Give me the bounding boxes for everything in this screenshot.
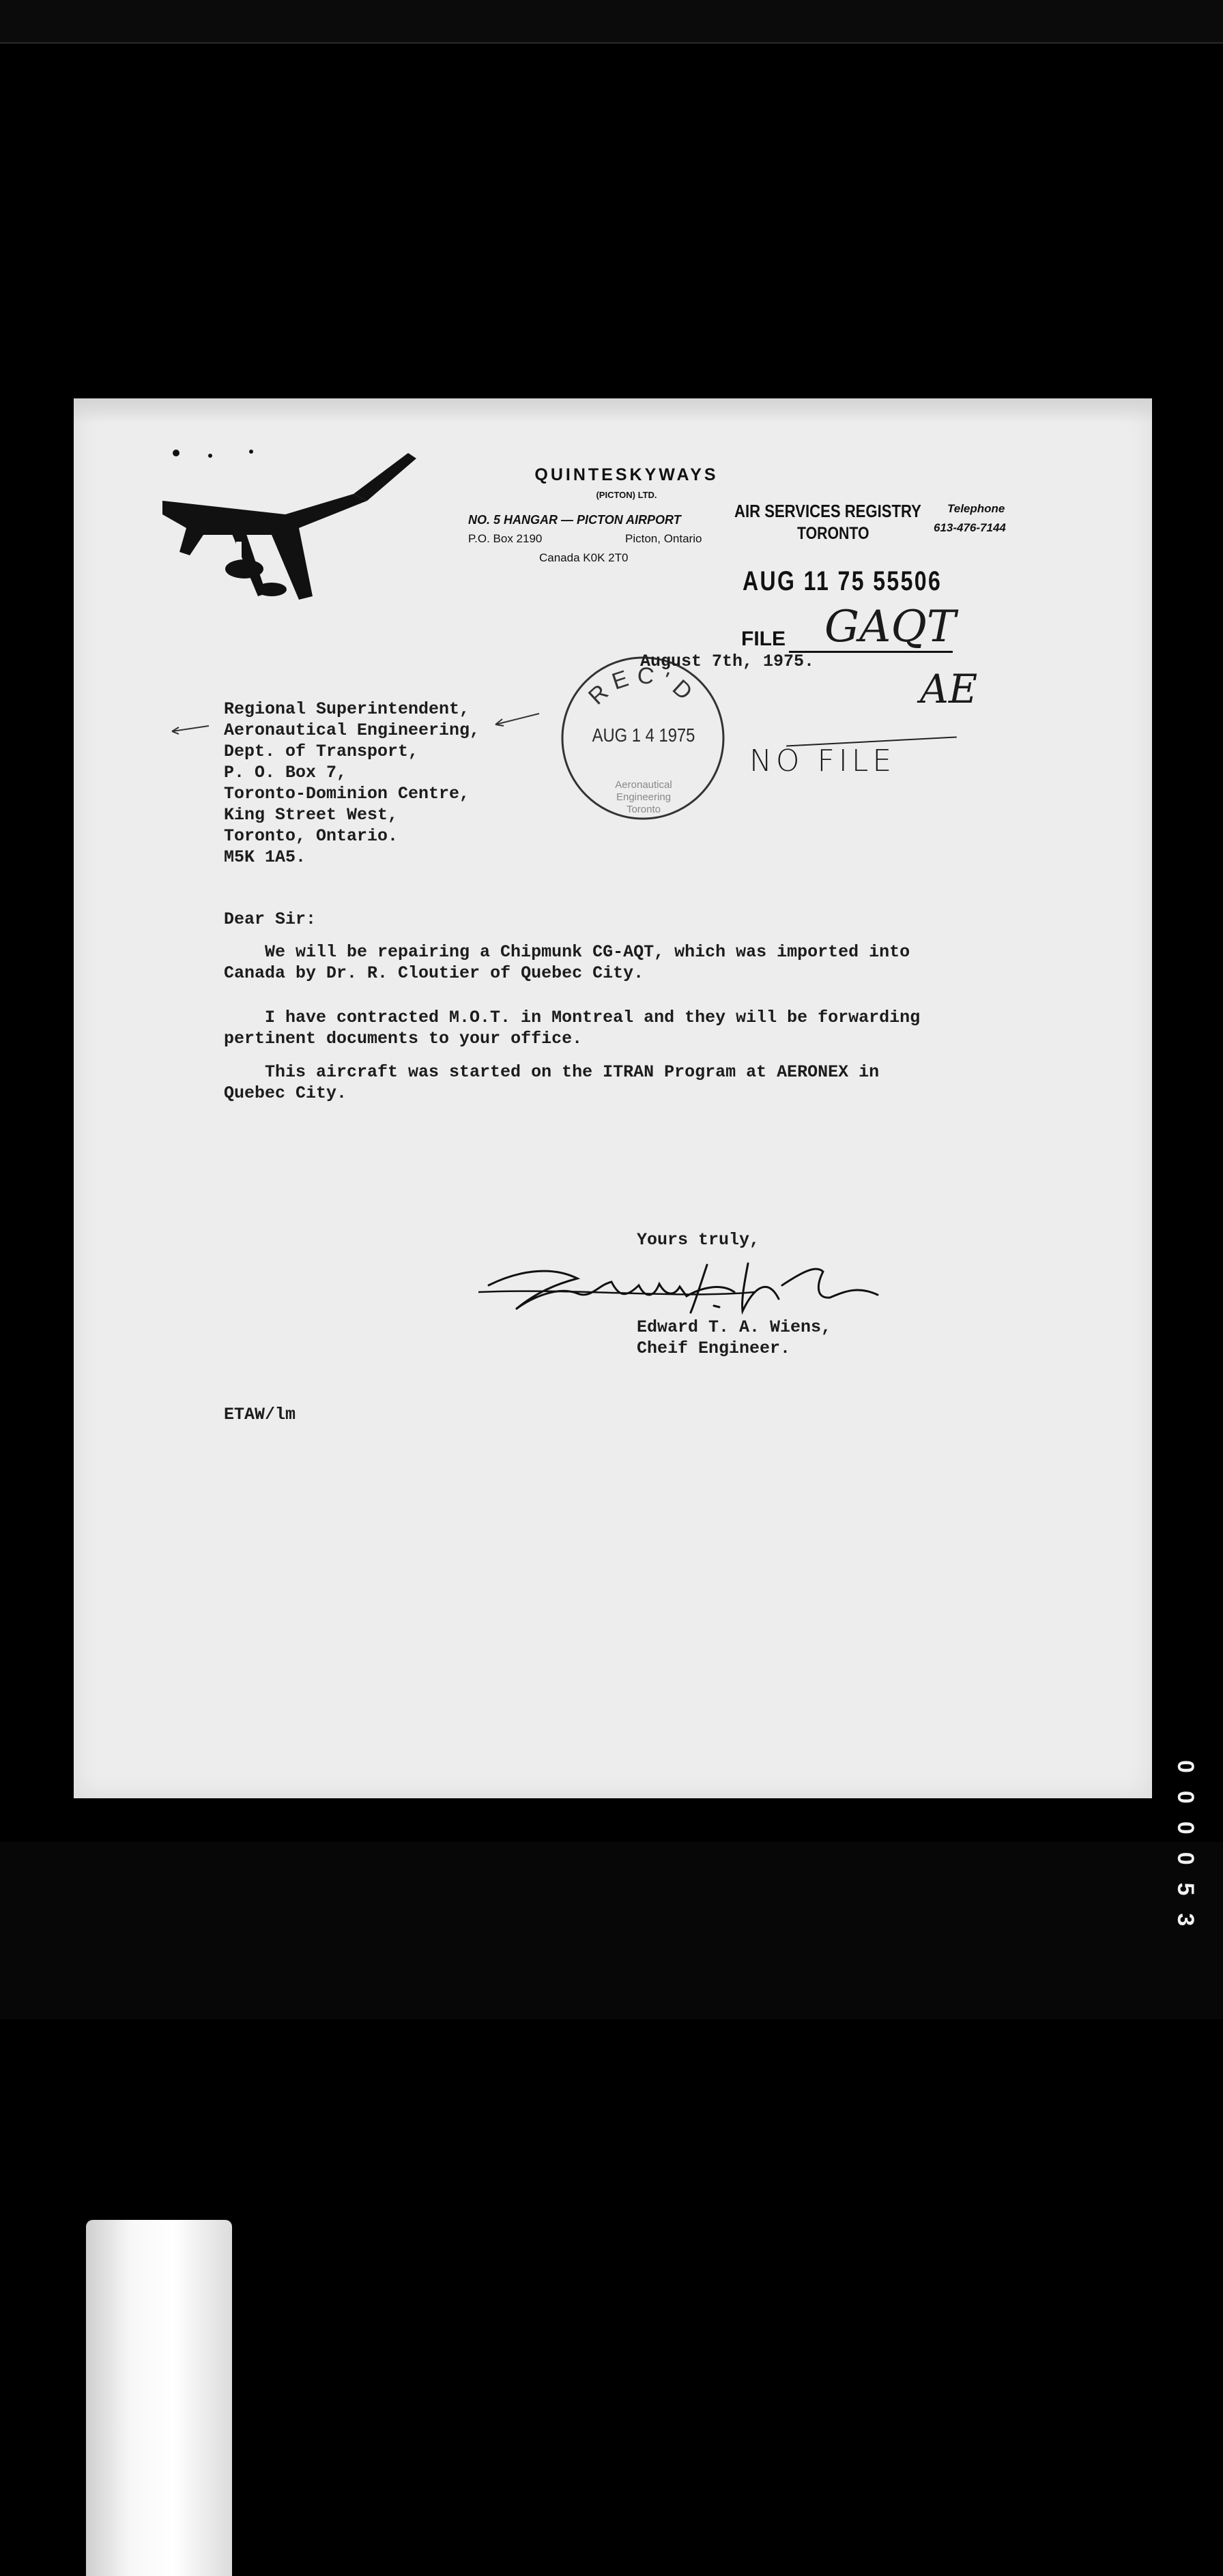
address-po-box: P.O. Box 2190 (468, 532, 543, 545)
registry-stamp-number: AUG 11 75 55506 (743, 566, 943, 596)
paragraph-1-line-1: We will be repairing a Chipmunk CG-AQT, which was imported into (265, 942, 910, 962)
registry-stamp-title: AIR SERVICES REGISTRY (734, 501, 921, 521)
signer-name: Edward T. A. Wiens, (637, 1317, 832, 1337)
letter-page (74, 398, 1152, 1798)
address-line: NO. 5 HANGAR — PICTON AIRPORT (468, 513, 681, 527)
file-label: FILE (741, 628, 786, 650)
recipient-line: Toronto-Dominion Centre, (224, 784, 470, 804)
film-leader-strip (86, 2220, 232, 2576)
paragraph-3-line-1: This aircraft was started on the ITRAN Program at AERONEX in (265, 1062, 880, 1082)
received-stamp-dept-line3: Toronto (626, 804, 661, 815)
recipient-line: Aeronautical Engineering, (224, 720, 480, 740)
microfilm-frame-number (1171, 1760, 1223, 2033)
signer-title: Cheif Engineer. (637, 1338, 791, 1358)
recipient-line: P. O. Box 7, (224, 763, 347, 782)
telephone-label: Telephone (947, 502, 1005, 515)
paragraph-3-line-2: Quebec City. (224, 1083, 347, 1103)
recipient-line: Toronto, Ontario. (224, 826, 399, 846)
letter-date: August 7th, 1975. (640, 652, 815, 671)
handwritten-file-number: GAQT (824, 602, 956, 652)
recipient-line: M5K 1A5. (224, 847, 306, 867)
received-stamp-dept-line2: Engineering (616, 791, 672, 803)
paragraph-2-line-2: pertinent documents to your office. (224, 1029, 583, 1049)
received-stamp-dept (586, 779, 702, 816)
handwritten-signature (475, 1244, 884, 1326)
handwritten-initials: AE (920, 666, 978, 712)
paragraph-1-line-2: Canada by Dr. R. Cloutier of Quebec City. (224, 963, 644, 983)
received-stamp-date: AUG 1 4 1975 (592, 724, 695, 746)
closing: Yours truly, (637, 1230, 760, 1250)
frame-number-text: 000053 (1172, 1760, 1198, 1944)
recipient-line: Regional Superintendent, (224, 699, 470, 719)
company-subtitle: (PICTON) LTD. (596, 490, 657, 500)
airplane-logo-icon (149, 433, 435, 610)
received-stamp-label: REC'D (584, 662, 702, 710)
registry-stamp-city: TORONTO (797, 524, 869, 543)
film-top-band (0, 0, 1223, 44)
handwritten-no-file: NO FILE (749, 744, 896, 778)
received-stamp-dept-line1: Aeronautical (615, 779, 672, 791)
film-dark-band (0, 1842, 1223, 2019)
recipient-line: Dept. of Transport, (224, 742, 419, 761)
salutation: Dear Sir: (224, 909, 317, 929)
recipient-line: King Street West, (224, 805, 399, 825)
paragraph-2-line-1: I have contracted M.O.T. in Montreal and they will be forwarding (265, 1008, 921, 1027)
company-name: QUINTESKYWAYS (534, 465, 719, 484)
arrow-mark-icon (493, 711, 541, 727)
telephone-number: 613-476-7144 (934, 521, 1006, 534)
recipient-address (224, 699, 480, 868)
arrow-mark-icon (169, 722, 210, 735)
address-country: Canada K0K 2T0 (539, 551, 629, 564)
reference-initials: ETAW/lm (224, 1405, 296, 1424)
address-city: Picton, Ontario (625, 532, 702, 545)
